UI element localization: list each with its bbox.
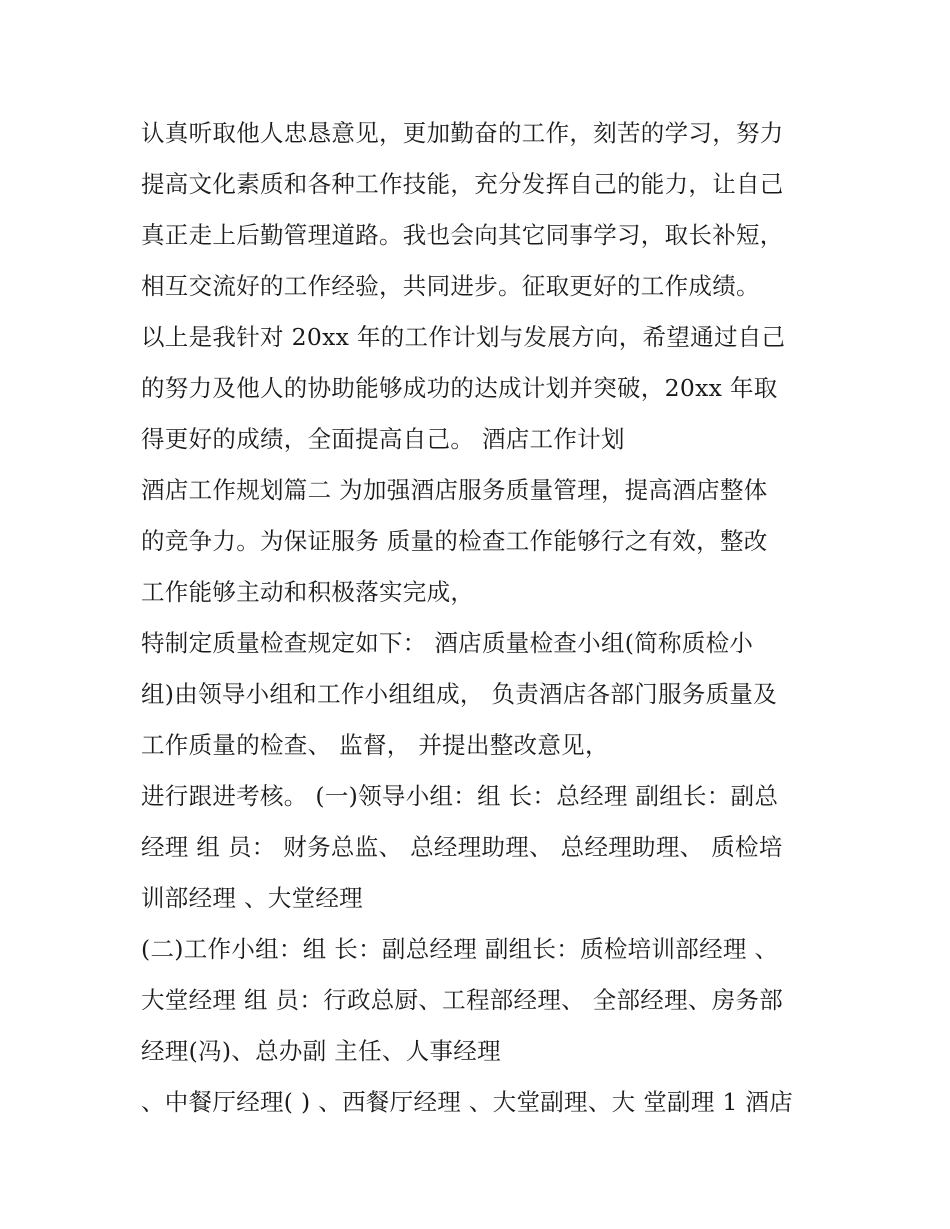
text-line: 得更好的成绩，全面提高自己。 酒店工作计划	[141, 425, 625, 453]
text-line: 、中餐厅经理( ) 、西餐厅经理 、大堂副理、大 堂副理 1 酒店	[141, 1088, 794, 1116]
text-line: 进行跟进考核。 (一)领导小组：组 长：总经理 副组长：副总	[141, 782, 779, 810]
text-line: 特制定质量检查规定如下： 酒店质量检查小组(简称质检小	[141, 629, 754, 657]
text-line: 经理(冯)、总办副 主任、人事经理	[141, 1037, 501, 1065]
text-line: 以上是我针对 20xx 年的工作计划与发展方向，希望通过自己	[141, 323, 786, 351]
text-line: 组)由领导小组和工作小组组成， 负责酒店各部门服务质量及	[141, 680, 778, 708]
document-body	[141, 108, 821, 1128]
text-line: 的竞争力。为保证服务 质量的检查工作能够行之有效，整改	[141, 527, 768, 555]
text-line: 大堂经理 组 员：行政总厨、工程部经理、 全部经理、房务部	[141, 986, 784, 1014]
text-line: 工作能够主动和积极落实完成，	[141, 578, 475, 606]
text-line: 真正走上后勤管理道路。我也会向其它同事学习，取长补短，	[141, 221, 784, 249]
text-line: 的努力及他人的协助能够成功的达成计划并突破，20xx 年取	[141, 374, 778, 402]
text-line: 酒店工作规划篇二 为加强酒店服务质量管理，提高酒店整体	[141, 476, 768, 504]
text-line: (二)工作小组：组 长：副总经理 副组长：质检培训部经理 、	[141, 935, 779, 963]
text-line: 提高文化素质和各种工作技能，充分发挥自己的能力，让自己	[141, 170, 784, 198]
text-line: 相互交流好的工作经验，共同进步。征取更好的工作成绩。	[141, 272, 760, 300]
text-line: 认真听取他人忠恳意见，更加勤奋的工作，刻苦的学习，努力	[141, 119, 784, 147]
text-line: 工作质量的检查、 监督， 并提出整改意见，	[141, 731, 609, 759]
text-line: 训部经理 、大堂经理	[141, 884, 363, 912]
text-line: 经理 组 员： 财务总监、 总经理助理、 总经理助理、 质检培	[141, 833, 783, 861]
